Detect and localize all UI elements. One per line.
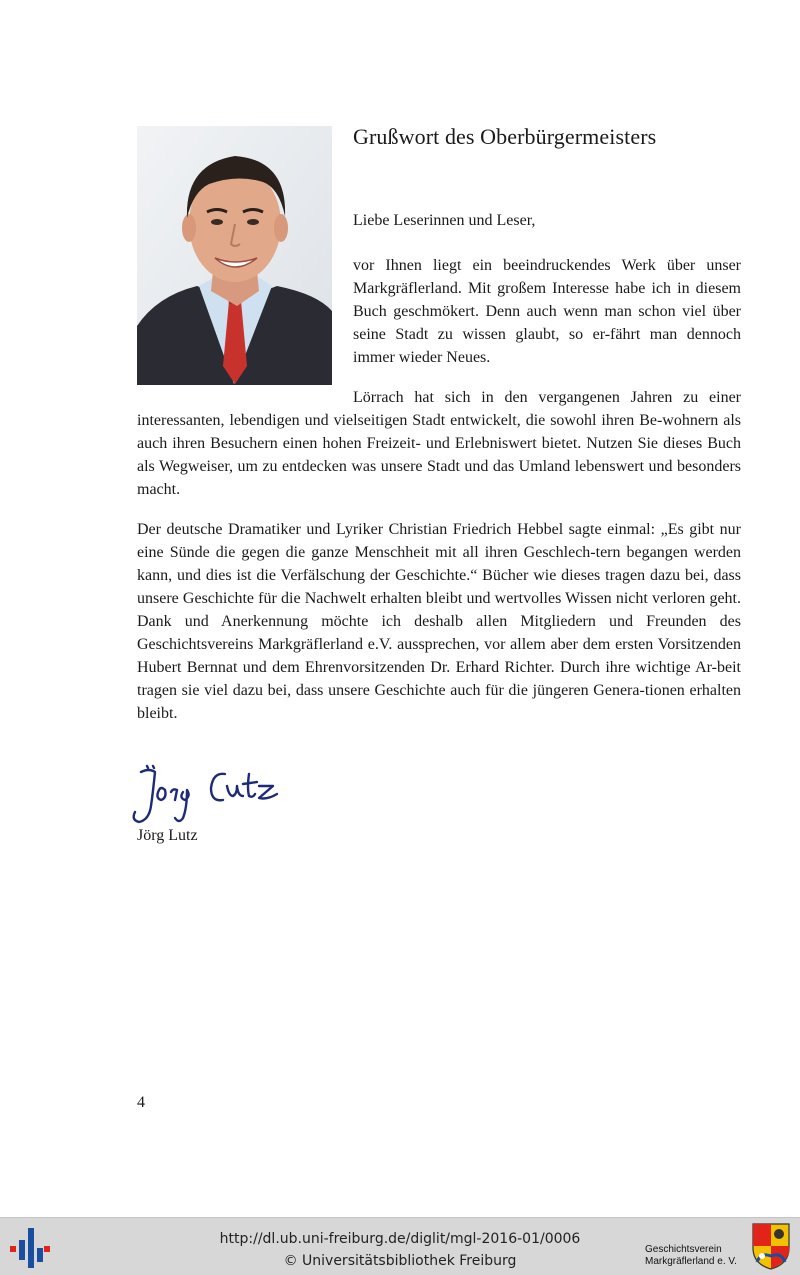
signer-name: Jörg Lutz [137, 827, 198, 844]
paragraph-3: Der deutsche Dramatiker und Lyriker Christian Friedrich Hebbel sagte einmal: „Es gibt nur eine Sünde die gegen die ganze Menschheit mit all ihren Geschlech-tern begangen werden kann, und dies ist die Verfälschung der Geschichte.“ Bücher wie dieses tragen dazu bei, dass unsere Geschichte für die Nachwelt erhalten bleibt und wertvolles Wissen nicht verloren geht. Dank und Anerkennung möchte ich deshalb allen Mitgliedern und Freunden des Geschichtsvereins Markgräflerland e.V. aussprechen, vor allem aber dem ersten Vorsitzenden Hubert Bernnat und dem Ehrenvorsitzenden Dr. Erhard Richter. Durch ihre wichtige Ar-beit tragen sie viel dazu bei, dass unsere Geschichte auch für die jüngeren Genera-tionen erhalten bleibt. [137, 521, 741, 722]
copyright-text: © Universitätsbibliothek Freiburg [283, 1253, 517, 1269]
paragraph-1: vor Ihnen liegt ein beeindruckendes Werk über unser Markgräflerland. Mit großem Interesse habe ich in diesem Buch geschmökert. Denn auch wenn man schon viel über seine Stadt zu wissen glaubt, so er-fährt man dennoch immer wieder Neues. [353, 257, 741, 366]
source-url[interactable]: http://dl.ub.uni-freiburg.de/diglit/mgl-2016-01/0006 [219, 1231, 581, 1247]
society-name [645, 1244, 750, 1268]
society-line-1: Geschichtsverein [645, 1244, 722, 1255]
salutation: Liebe Leserinnen und Leser, [353, 212, 536, 229]
footer-bar [0, 1217, 800, 1275]
page-title: Grußwort des Oberbürgermeisters [353, 124, 657, 149]
portrait-photo [137, 126, 332, 385]
handwritten-signature [125, 762, 295, 826]
paragraph-2: Lörrach hat sich in den vergangenen Jahren zu einer interessanten, lebendigen und vielseitigen Stadt entwickelt, die sowohl ihren Be-wohnern als auch ihren Besuchern einen hohen Freizeit- und Erlebniswert bietet. Nutzen Sie dieses Buch als Wegweiser, um zu entdecken was unsere Stadt und das Umland lebenswert und besonders macht. [137, 389, 741, 498]
ub-freiburg-logo [10, 1226, 50, 1268]
society-line-2: Markgräflerland e. V. [645, 1256, 737, 1267]
coat-of-arms-icon [751, 1222, 791, 1270]
page-number: 4 [137, 1094, 145, 1111]
